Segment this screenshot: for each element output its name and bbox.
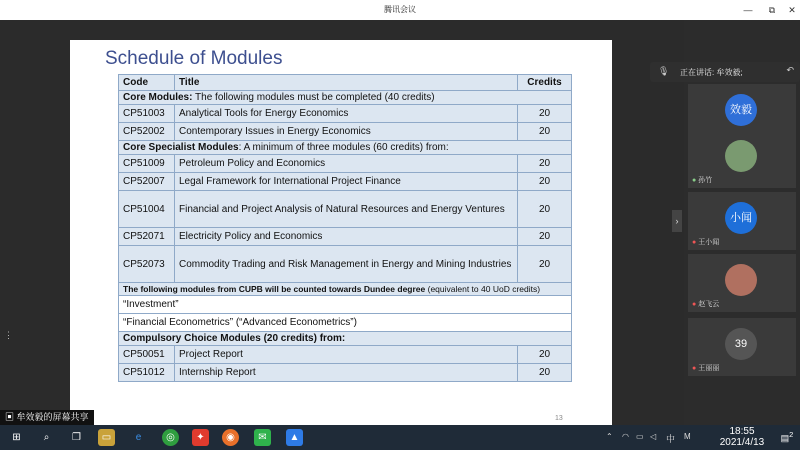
search-icon[interactable]: ⌕ — [43, 432, 50, 443]
module-code: CP51012 — [119, 364, 175, 382]
table-row — [119, 123, 572, 141]
speaking-text: 正在讲话: 牟效毅; — [680, 68, 743, 77]
core-heading-rest: The following modules must be completed (40 credits) — [192, 92, 435, 103]
table-row — [119, 105, 572, 123]
minimize-button[interactable]: — — [743, 5, 753, 15]
participant-tile[interactable] — [688, 130, 796, 188]
module-credits: 20 — [518, 191, 572, 228]
wechat-icon[interactable]: ✉ — [254, 429, 271, 446]
screen-share-label — [0, 410, 94, 425]
header-code: Code — [119, 75, 175, 91]
module-code: CP52071 — [119, 228, 175, 246]
participant-tile[interactable] — [688, 192, 796, 250]
window-title: 腾讯会议 — [384, 5, 416, 14]
clock[interactable] — [707, 426, 777, 448]
core-heading-bold: Core Modules: — [123, 92, 193, 103]
module-title: Commodity Trading and Risk Management in Energy and Mining Industries — [175, 246, 518, 283]
speaking-indicator — [650, 62, 800, 82]
muted-microphone-icon: ● — [692, 365, 697, 372]
module-title: Project Report — [175, 346, 518, 364]
table-row — [119, 246, 572, 283]
windows-taskbar — [0, 425, 800, 450]
title-bar — [0, 0, 800, 20]
microphone-icon: 🎙 — [658, 66, 670, 76]
avatar: 39 — [725, 328, 757, 360]
app-icon[interactable]: ◎ — [162, 429, 179, 446]
module-credits: 20 — [518, 123, 572, 141]
module-title: Contemporary Issues in Energy Economics — [175, 123, 518, 141]
participant-name: 王丽丽 — [698, 365, 720, 372]
maximize-button[interactable]: ⧉ — [768, 5, 776, 15]
edge-browser-icon[interactable]: e — [135, 432, 142, 443]
network-icon[interactable]: ◠ — [622, 432, 629, 441]
file-explorer-icon[interactable]: ▭ — [98, 429, 115, 446]
ime-indicator[interactable]: 中 — [666, 434, 676, 444]
cupb-note-rest: (equivalent to 40 UoD credits) — [425, 284, 541, 294]
notification-icon[interactable]: ▤$^2$ — [780, 430, 794, 443]
table-row — [119, 155, 572, 173]
module-credits: 20 — [518, 346, 572, 364]
share-label-text: 牟效毅的屏幕共享 — [16, 412, 89, 422]
participant-name: 王小闻 — [698, 239, 720, 246]
battery-icon[interactable]: ▭ — [636, 432, 644, 441]
module-code: CP51003 — [119, 105, 175, 123]
core-heading-row — [119, 91, 572, 105]
muted-microphone-icon: ● — [692, 239, 697, 246]
module-credits: 20 — [518, 105, 572, 123]
module-code: CP52073 — [119, 246, 175, 283]
cupb-item-row — [119, 296, 572, 314]
side-toolbar-handle[interactable]: ⋮ — [4, 330, 13, 340]
tray-expand-icon[interactable]: ⌃ — [606, 432, 613, 441]
participant-tile[interactable] — [688, 254, 796, 312]
cupb-note-bold: The following modules from CUPB will be counted towards Dundee degree — [123, 284, 426, 294]
slide-page-number: 13 — [555, 415, 563, 422]
module-credits: 20 — [518, 173, 572, 191]
avatar — [725, 140, 757, 172]
module-credits: 20 — [518, 364, 572, 382]
module-code: CP52007 — [119, 173, 175, 191]
task-view-icon[interactable]: ❐ — [72, 432, 81, 443]
module-title: Petroleum Policy and Economics — [175, 155, 518, 173]
cupb-note-row — [119, 283, 572, 296]
module-title: Legal Framework for International Project Finance — [175, 173, 518, 191]
monitor-icon: ▣ — [5, 412, 17, 422]
module-code: CP52002 — [119, 123, 175, 141]
clock-time: 18:55 — [729, 426, 755, 437]
table-row — [119, 228, 572, 246]
table-row — [119, 173, 572, 191]
compulsory-heading: Compulsory Choice Modules (20 credits) from: — [123, 333, 346, 344]
participant-name: 赵飞云 — [698, 301, 720, 308]
module-title: Internship Report — [175, 364, 518, 382]
module-title: Electricity Policy and Economics — [175, 228, 518, 246]
volume-icon[interactable]: ◁ — [650, 432, 657, 441]
specialist-heading-row — [119, 141, 572, 155]
notification-count: 2 — [789, 430, 794, 439]
module-title: Financial and Project Analysis of Natural Resources and Energy Ventures — [175, 191, 518, 228]
avatar: 小闻 — [725, 202, 757, 234]
close-button[interactable]: ✕ — [788, 5, 796, 15]
clock-date: 2021/4/13 — [719, 437, 765, 448]
cupb-item-row — [119, 314, 572, 332]
header-title: Title — [175, 75, 518, 91]
module-code: CP51009 — [119, 155, 175, 173]
table-row — [119, 364, 572, 382]
tencent-meeting-icon[interactable]: ▲ — [286, 429, 303, 446]
app-icon[interactable]: ✦ — [192, 429, 209, 446]
undo-icon[interactable]: ↶ — [786, 65, 794, 75]
table-row — [119, 346, 572, 364]
participant-name: 孙竹 — [698, 177, 713, 184]
presentation-slide — [70, 40, 612, 432]
module-credits: 20 — [518, 246, 572, 283]
participant-tile[interactable] — [688, 318, 796, 376]
module-title: Analytical Tools for Energy Economics — [175, 105, 518, 123]
windows-start-icon[interactable]: ⊞ — [12, 432, 21, 443]
shared-screen-area — [0, 20, 684, 425]
collapse-panel-button[interactable]: › — [672, 210, 682, 232]
compulsory-heading-row — [119, 332, 572, 346]
specialist-heading-rest: : A minimum of three modules (60 credits) from: — [238, 142, 449, 153]
avatar: 效毅 — [725, 94, 757, 126]
table-row — [119, 191, 572, 228]
microphone-icon: ● — [692, 177, 697, 184]
slide-title: Schedule of Modules — [105, 48, 283, 69]
header-credits: Credits — [518, 75, 572, 91]
table-header-row — [119, 75, 572, 91]
module-code: CP50051 — [119, 346, 175, 364]
modules-table — [118, 74, 572, 382]
module-credits: 20 — [518, 155, 572, 173]
firefox-icon[interactable]: ◉ — [222, 429, 239, 446]
cupb-item: “Financial Econometrics” (“Advanced Econometrics”) — [119, 314, 572, 332]
avatar — [725, 264, 757, 296]
module-code: CP51004 — [119, 191, 175, 228]
cupb-item: “Investment” — [119, 296, 572, 314]
module-credits: 20 — [518, 228, 572, 246]
ime-mode-icon[interactable]: M — [684, 432, 691, 441]
specialist-heading-bold: Core Specialist Modules — [123, 142, 239, 153]
muted-microphone-icon: ● — [692, 301, 697, 308]
